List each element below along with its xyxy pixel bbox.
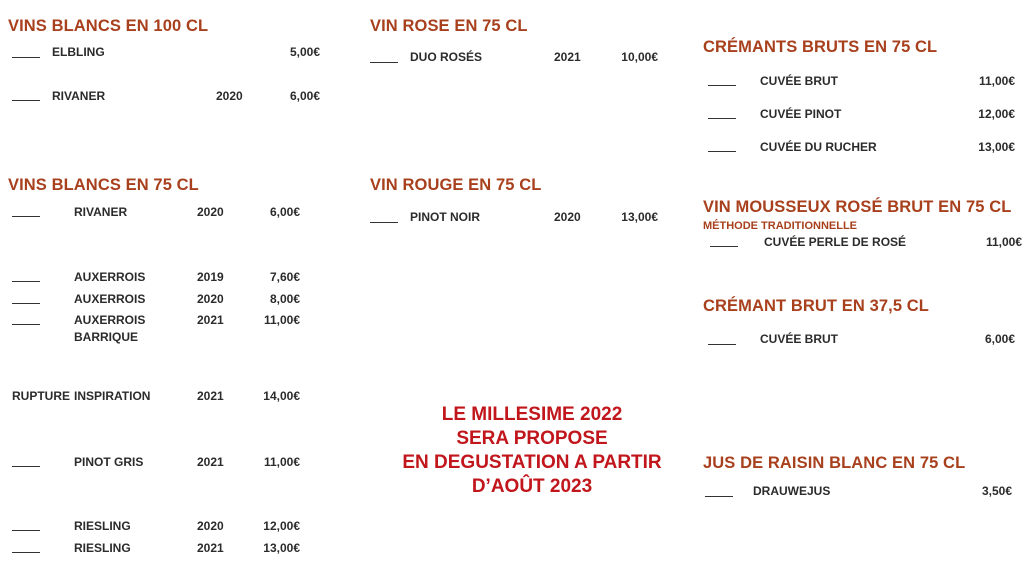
wine-year: 2021 [197,389,224,403]
wine-name: PINOT GRIS [74,455,144,469]
wine-price: 12,00€ [978,107,1015,121]
wine-price: 13,00€ [621,210,658,224]
wine-name: CUVÉE DU RUCHER [760,140,877,154]
wine-name: RIESLING [74,541,131,555]
order-blank-line[interactable] [12,324,40,325]
wine-price: 11,00€ [263,313,300,327]
wine-price: 12,00€ [263,519,300,533]
wine-name: RIVANER [74,205,128,219]
wine-price: 11,00€ [263,455,300,469]
wine-year: 2020 [197,519,224,533]
wine-name: AUXERROIS [74,270,146,284]
wine-name: CUVÉE PINOT [760,107,842,121]
wine-price: 5,00€ [289,45,320,59]
order-blank-line[interactable] [370,62,398,63]
wine-price: 10,00€ [621,50,658,64]
wine-year: 2020 [197,292,224,306]
wine-name: ELBLING [52,45,105,59]
section-title-blancs-75: VINS BLANCS EN 75 CL [8,176,199,194]
wine-name: CUVÉE BRUT [760,332,839,346]
wine-year: 2020 [197,205,224,219]
wine-year: 2021 [554,50,581,64]
wine-name: AUXERROIS [74,313,146,327]
order-blank-line[interactable] [705,496,733,497]
wine-year: 2021 [197,455,224,469]
wine-year: 2021 [197,313,224,327]
wine-year: 2020 [554,210,581,224]
wine-name: INSPIRATION [74,389,151,403]
wine-year: 2019 [197,270,224,284]
notice-line-3: EN DEGUSTATION A PARTIR [402,452,662,473]
wine-year: 2021 [197,541,224,555]
wine-price: 13,00€ [263,541,300,555]
order-blank-line[interactable] [12,552,40,553]
wine-name-line-2: BARRIQUE [74,330,139,344]
wine-price: 6,00€ [289,89,320,103]
wine-name: AUXERROIS [74,292,146,306]
order-blank-line[interactable] [708,85,736,86]
notice-line-1: LE MILLESIME 2022 [441,404,623,425]
section-subtitle-methode: MÉTHODE TRADITIONNELLE [703,220,857,232]
section-title-blancs-100: VINS BLANCS EN 100 CL [8,17,209,35]
section-title-rouge-75: VIN ROUGE EN 75 CL [370,176,542,194]
order-blank-line[interactable] [12,57,40,58]
wine-name: DUO ROSÉS [410,50,483,64]
wine-year: 2020 [216,89,243,103]
order-blank-line[interactable] [12,303,40,304]
section-title-rose-75: VIN ROSE EN 75 CL [370,17,528,35]
section-title-jus-75: JUS DE RAISIN BLANC EN 75 CL [703,454,966,472]
wine-price: 3,50€ [981,484,1012,498]
order-blank-line[interactable] [12,466,40,467]
notice-line-4: D’AOÛT 2023 [471,476,593,497]
order-blank-line[interactable] [708,118,736,119]
order-blank-line[interactable] [12,281,40,282]
notice-line-2: SERA PROPOSE [456,428,608,449]
wine-name: CUVÉE PERLE DE ROSÉ [764,235,907,249]
section-title-cremant-375: CRÉMANT BRUT EN 37,5 CL [703,297,929,315]
wine-name: CUVÉE BRUT [760,74,839,88]
vintage-notice [372,403,692,499]
wine-prefix: RUPTURE [12,389,71,403]
order-blank-line[interactable] [710,246,738,247]
section-title-cremants-75: CRÉMANTS BRUTS EN 75 CL [703,38,938,56]
wine-name: RIESLING [74,519,131,533]
order-blank-line[interactable] [12,100,40,101]
wine-price: 6,00€ [984,332,1015,346]
order-blank-line[interactable] [12,530,40,531]
wine-price: 14,00€ [263,389,300,403]
wine-price: 6,00€ [269,205,300,219]
order-blank-line[interactable] [708,151,736,152]
order-blank-line[interactable] [708,344,736,345]
wine-price: 7,60€ [269,270,300,284]
wine-price: 8,00€ [269,292,300,306]
section-title-mousseux-75: VIN MOUSSEUX ROSÉ BRUT EN 75 CL [703,198,1012,216]
wine-price: 13,00€ [978,140,1015,154]
wine-name: PINOT NOIR [410,210,481,224]
wine-price: 11,00€ [978,74,1015,88]
wine-price: 11,00€ [985,235,1022,249]
order-blank-line[interactable] [370,222,398,223]
order-blank-line[interactable] [12,216,40,217]
wine-name: DRAUWEJUS [753,484,831,498]
wine-name: RIVANER [52,89,106,103]
